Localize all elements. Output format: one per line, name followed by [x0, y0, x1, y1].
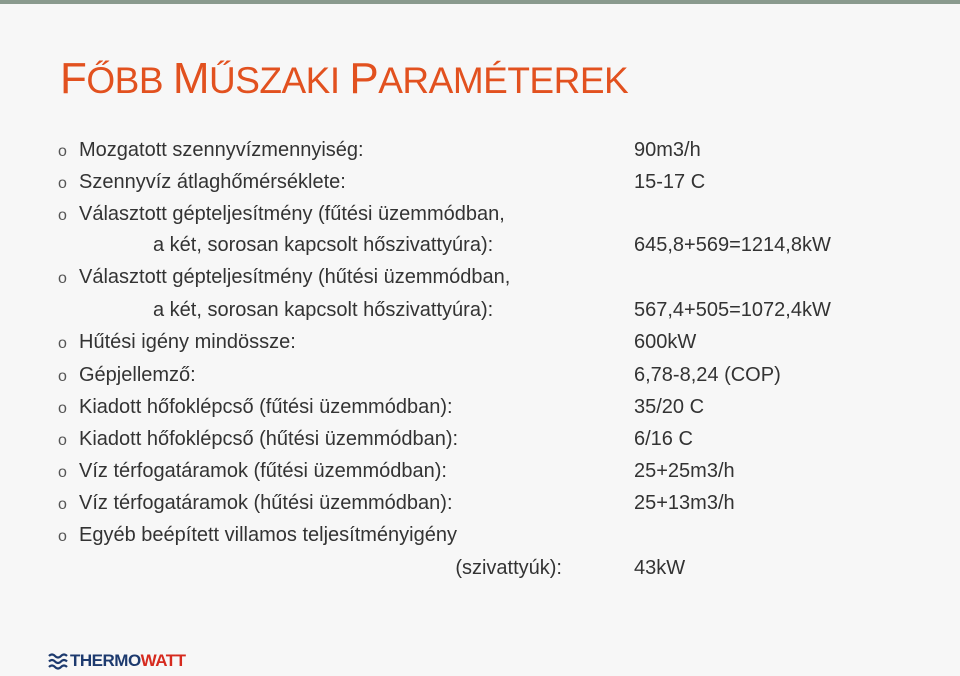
param-row-continuation — [0, 299, 960, 331]
bullet: o — [58, 432, 67, 449]
param-row — [0, 139, 960, 171]
logo-text: THERMOWATT — [70, 651, 186, 670]
bullet: o — [58, 175, 67, 192]
param-row — [0, 171, 960, 203]
param-label: a két, sorosan kapcsolt hőszivattyúra): — [153, 234, 494, 256]
waves-icon — [48, 652, 68, 670]
param-row — [0, 492, 960, 524]
param-label: Gépjellemző: — [79, 364, 196, 386]
param-row — [0, 396, 960, 428]
top-border — [0, 0, 960, 4]
bullet: o — [58, 496, 67, 513]
param-value: 600kW — [634, 331, 697, 353]
param-label: Mozgatott szennyvízmennyiség: — [79, 139, 364, 161]
param-value: 43kW — [634, 557, 686, 579]
param-label: Víz térfogatáramok (fűtési üzemmódban): — [79, 460, 447, 482]
param-row-continuation — [0, 557, 960, 589]
bullet: o — [58, 368, 67, 385]
param-label: Egyéb beépített villamos teljesítményigény — [79, 524, 457, 546]
param-value: 15-17 C — [634, 171, 706, 193]
param-row — [0, 203, 960, 235]
param-row — [0, 266, 960, 298]
param-row — [0, 331, 960, 363]
param-label: (szivattyúk): — [455, 557, 562, 579]
bullet: o — [58, 207, 67, 224]
bullet: o — [58, 400, 67, 417]
param-row — [0, 460, 960, 492]
param-value: 90m3/h — [634, 139, 701, 161]
thermowatt-logo — [48, 650, 186, 672]
param-label: a két, sorosan kapcsolt hőszivattyúra): — [153, 299, 494, 321]
bullet: o — [58, 464, 67, 481]
param-row — [0, 524, 960, 556]
param-value: 25+13m3/h — [634, 492, 735, 514]
bullet: o — [58, 270, 67, 287]
slide-title: FŐBB MŰSZAKI PARAMÉTEREK — [60, 54, 629, 103]
param-value: 6,78-8,24 (COP) — [634, 364, 781, 386]
param-label: Hűtési igény mindössze: — [79, 331, 296, 353]
param-value: 35/20 C — [634, 396, 705, 418]
param-row-continuation — [0, 234, 960, 266]
param-value: 645,8+569=1214,8kW — [634, 234, 831, 256]
param-label: Választott gépteljesítmény (hűtési üzemmódban, — [79, 266, 511, 288]
param-label: Választott gépteljesítmény (fűtési üzemmódban, — [79, 203, 505, 225]
param-row — [0, 364, 960, 396]
param-label: Víz térfogatáramok (hűtési üzemmódban): — [79, 492, 453, 514]
bullet: o — [58, 528, 67, 545]
param-label: Kiadott hőfoklépcső (fűtési üzemmódban): — [79, 396, 453, 418]
param-label: Szennyvíz átlaghőmérséklete: — [79, 171, 346, 193]
param-value: 567,4+505=1072,4kW — [634, 299, 831, 321]
bullet: o — [58, 143, 67, 160]
param-label: Kiadott hőfoklépcső (hűtési üzemmódban): — [79, 428, 459, 450]
param-value: 6/16 C — [634, 428, 693, 450]
param-value: 25+25m3/h — [634, 460, 735, 482]
param-row — [0, 428, 960, 460]
bullet: o — [58, 335, 67, 352]
